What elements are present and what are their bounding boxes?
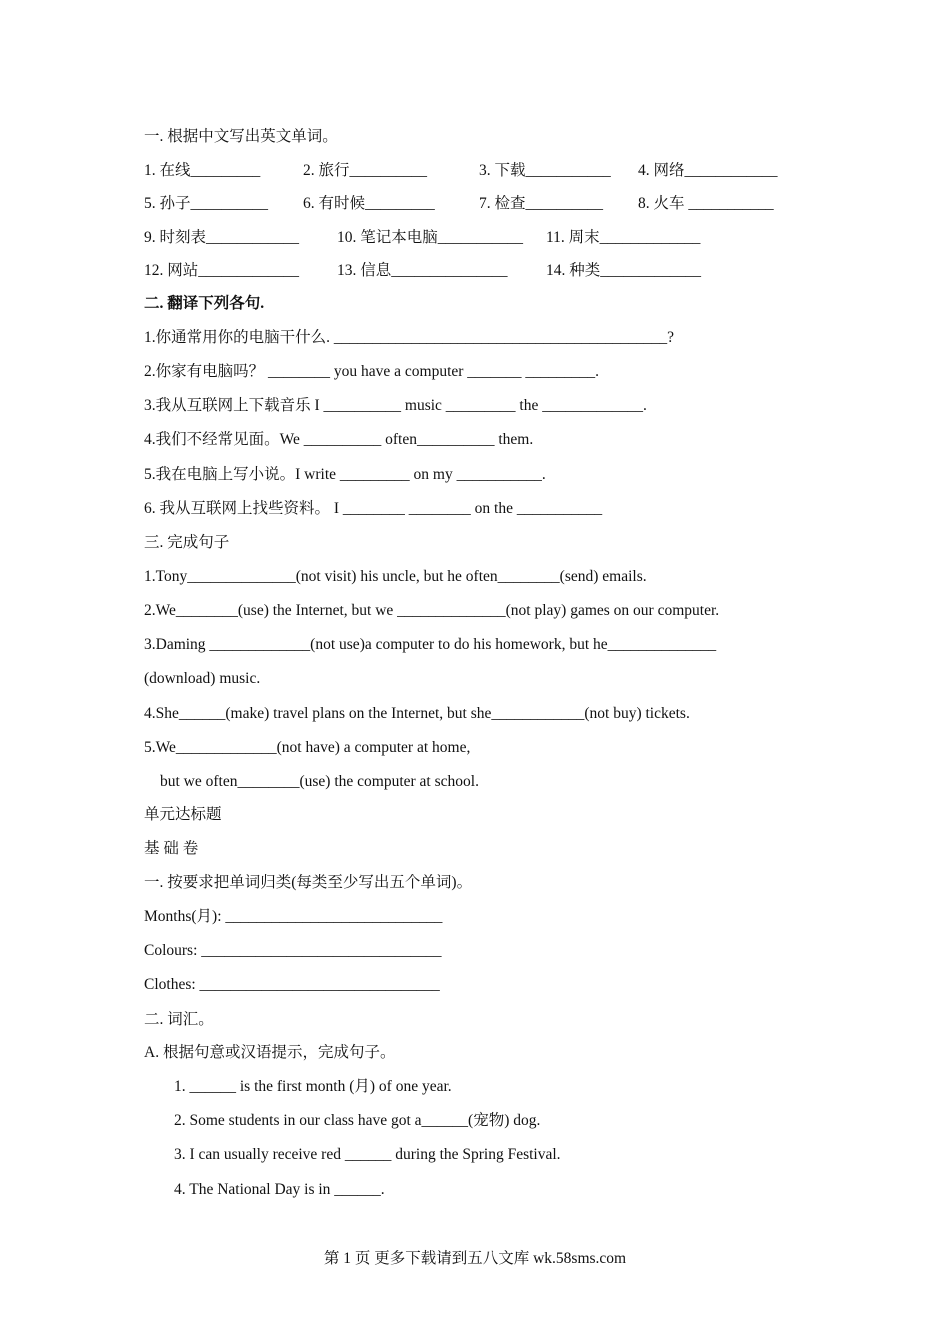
exercise-item: 1. ______ is the first month (月) of one year. (174, 1078, 452, 1095)
basic-title: 基 础 卷 (144, 840, 199, 857)
translation-line: 4.我们不经常见面。We __________ often__________ them. (144, 431, 534, 448)
vocab-item: 5. 孙子__________ (144, 195, 269, 212)
vocab-item: 13. 信息_______________ (337, 262, 508, 279)
exercise-item: 3. I can usually receive red ______ during the Spring Festival. (174, 1146, 561, 1163)
category-line: Months(月): ____________________________ (144, 908, 443, 925)
sentence-line: (download) music. (144, 670, 261, 687)
sentence-line: 1.Tony______________(not visit) his uncle, but he often________(send) emails. (144, 568, 647, 585)
vocab-item: 4. 网络____________ (638, 162, 778, 179)
translation-line: 5.我在电脑上写小说。I write _________ on my ___________. (144, 466, 546, 483)
vocab-item: 9. 时刻表____________ (144, 229, 300, 246)
exercise-item: 4. The National Day is in ______. (174, 1181, 385, 1198)
sentence-line: 3.Daming _____________(not use)a computer to do his homework, but he______________ (144, 636, 717, 653)
vocab-item: 6. 有时候_________ (303, 195, 435, 212)
translation-line: 2.你家有电脑吗？ ________ you have a computer _______ _________. (144, 363, 600, 380)
section3-heading: 三. 完成句子 (144, 534, 230, 551)
vocab-item: 10. 笔记本电脑___________ (337, 229, 524, 246)
vocab-item: 1. 在线_________ (144, 162, 261, 179)
page-footer: 第 1 页 更多下载请到五八文库 wk.58sms.com (323, 1250, 627, 1267)
exercise-item: 2. Some students in our class have got a______(宠物) dog. (174, 1112, 541, 1129)
sentence-line: but we often________(use) the computer at school. (160, 773, 479, 790)
vocab-item: 7. 检查__________ (479, 195, 604, 212)
category-line: Colours: _______________________________ (144, 942, 442, 959)
part2-heading: 二. 词汇。 (144, 1011, 214, 1028)
sentence-line: 5.We_____________(not have) a computer at home, (144, 739, 471, 756)
part1-heading: 一. 按要求把单词归类(每类至少写出五个单词)。 (144, 874, 473, 891)
translation-line: 1.你通常用你的电脑干什么. ___________________________________________? (144, 329, 675, 346)
sentence-line: 4.She______(make) travel plans on the Internet, but she____________(not buy) tickets. (144, 705, 690, 722)
vocab-item: 3. 下载___________ (479, 162, 611, 179)
vocab-item: 11. 周末_____________ (546, 229, 701, 246)
part2-subheading: A. 根据句意或汉语提示，完成句子。 (144, 1044, 396, 1061)
vocab-item: 2. 旅行__________ (303, 162, 428, 179)
category-line: Clothes: _______________________________ (144, 976, 440, 993)
vocab-item: 8. 火车 ___________ (638, 195, 774, 212)
unit-title: 单元达标题 (144, 806, 222, 823)
vocab-item: 14. 种类_____________ (546, 262, 702, 279)
vocab-item: 12. 网站_____________ (144, 262, 300, 279)
sentence-line: 2.We________(use) the Internet, but we ______________(not play) games on our computer. (144, 602, 720, 619)
translation-line: 3.我从互联网上下载音乐 I __________ music _________ the _____________. (144, 397, 647, 414)
section2-heading: 二. 翻译下列各句. (144, 295, 265, 312)
section1-heading: 一. 根据中文写出英文单词。 (144, 128, 338, 145)
translation-line: 6. 我从互联网上找些资料。 I ________ ________ on the ___________ (144, 500, 603, 517)
